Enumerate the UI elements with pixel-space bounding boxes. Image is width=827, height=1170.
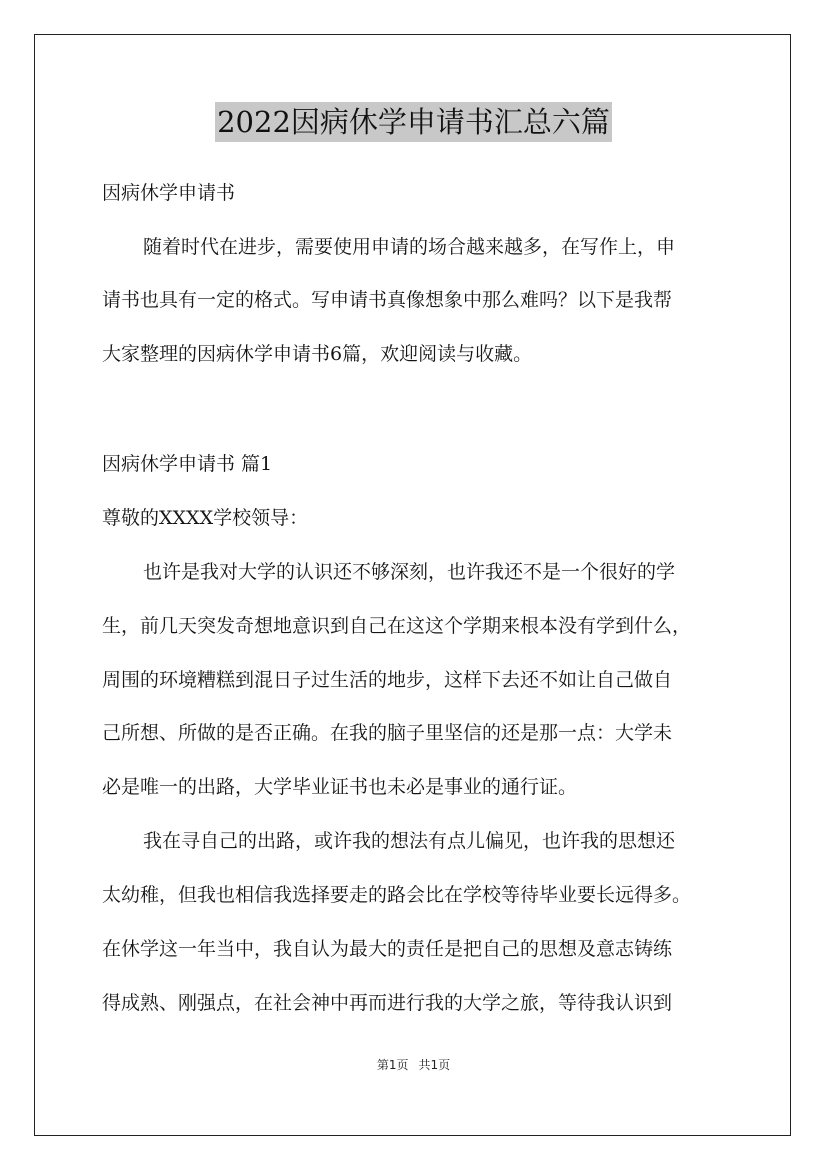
intro-line-3: 大家整理的因病休学申请书6篇，欢迎阅读与收藏。 — [102, 343, 533, 365]
document-title: 2022因病休学申请书汇总六篇 — [215, 102, 612, 142]
section-heading: 因病休学申请书 篇1 — [102, 453, 273, 475]
paragraph1-line-4: 己所想、所做的是否正确。在我的脑子里坚信的还是那一点：大学未 — [102, 722, 673, 744]
intro-line-2: 请书也具有一定的格式。写申请书真像想象中那么难吗？以下是我帮 — [102, 289, 673, 311]
paragraph2-line-1: 我在寻自己的出路，或许我的想法有点儿偏见，也许我的思想还 — [143, 830, 676, 852]
intro-line-1: 随着时代在进步，需要使用申请的场合越来越多，在写作上，申 — [143, 236, 676, 258]
paragraph1-line-3: 周围的环境糟糕到混日子过生活的地步，这样下去还不如让自己做自 — [102, 669, 673, 691]
paragraph1-line-1: 也许是我对大学的认识还不够深刻，也许我还不是一个很好的学 — [143, 561, 676, 583]
page-total: 共1页 — [418, 1058, 451, 1072]
title-container — [0, 102, 827, 142]
paragraph1-line-5: 必是唯一的出路，大学毕业证书也未必是事业的通行证。 — [102, 776, 578, 798]
paragraph2-line-3: 在休学这一年当中，我自认为最大的责任是把自己的思想及意志铸练 — [102, 938, 673, 960]
paragraph2-line-4: 得成熟、刚强点，在社会神中再而进行我的大学之旅，等待我认识到 — [102, 992, 673, 1014]
salutation: 尊敬的XXXX学校领导： — [102, 507, 309, 529]
page-number: 第1页 — [376, 1058, 409, 1072]
page-footer — [0, 1056, 827, 1073]
intro-heading: 因病休学申请书 — [102, 182, 236, 204]
paragraph1-line-2: 生，前几天突发奇想地意识到自己在这这个学期来根本没有学到什么， — [102, 615, 692, 637]
paragraph2-line-2: 太幼稚，但我也相信我选择要走的路会比在学校等待毕业要长远得多。 — [102, 884, 692, 906]
